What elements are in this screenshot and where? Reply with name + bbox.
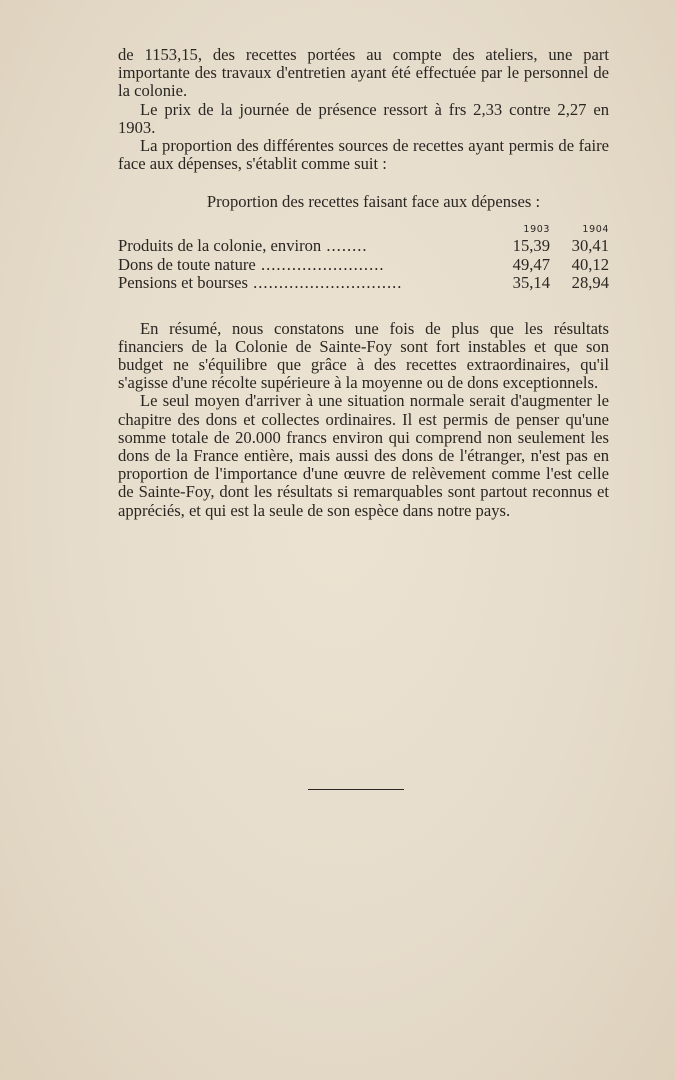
value-1904: 40,12 — [571, 254, 609, 274]
table-caption: Proportion des recettes faisant face aux dépenses : — [206, 192, 541, 212]
row-label: Dons de toute nature — [118, 255, 256, 274]
section-rule — [308, 789, 404, 790]
value-1904: 30,41 — [571, 236, 609, 256]
recettes-table — [118, 223, 609, 292]
value-1903: 35,14 — [512, 273, 550, 293]
table-header-row — [118, 223, 609, 237]
value-1903: 15,39 — [512, 236, 550, 256]
year-header-1903: 1903 — [523, 224, 550, 236]
year-header-1904: 1904 — [582, 224, 609, 236]
paragraph: En résumé, nous constatons une fois de plus que les résultats financiers de la Colonie de Sainte-Foy sont fort instables et que son budget ne s'équilibre que grâce à des recettes extraordinaires, qu'il s'agisse d'une récolte supérieure à la moyenne ou de dons exceptionnels. — [118, 318, 609, 393]
dot-leader: ........................ — [255, 255, 385, 274]
dot-leader: ........ — [321, 237, 368, 256]
text-column — [118, 46, 609, 520]
table-row — [118, 274, 609, 292]
paragraph: de 1153,15, des recettes portées au compte des ateliers, une part importante des travaux d'entretien ayant été effectuée par le personnel de la colonie. — [118, 45, 609, 101]
table-row — [118, 256, 609, 274]
row-label: Pensions et bourses — [118, 274, 248, 293]
value-1903: 49,47 — [512, 254, 550, 274]
spacer — [118, 173, 609, 193]
value-1904: 28,94 — [571, 273, 609, 293]
table-row — [118, 237, 609, 255]
paragraph: Le seul moyen d'arriver à une situation normale serait d'augmenter le chapitre des dons et collectes ordinaires. Il est permis de penser qu'une somme totale de 20.000 francs environ qui comprend non seulement les dons de la France entière, mais aussi des dons de l'étranger, n'est pas en proportion de l'importance d'une œuvre de relèvement comme l'est celle de Sainte-Foy, dont les résultats si remarquables sont partout reconnus et appréciés, et qui est la seule de son espèce dans notre pays. — [118, 391, 609, 520]
dot-leader: ............................. — [247, 274, 403, 293]
paragraph: La proportion des différentes sources de recettes ayant permis de faire face aux dépenses, s'établit comme suit : — [118, 136, 609, 174]
spacer — [118, 293, 609, 320]
row-label: Produits de la colonie, environ — [118, 237, 322, 256]
paragraph: Le prix de la journée de présence ressort à frs 2,33 contre 2,27 en 1903. — [118, 99, 609, 137]
